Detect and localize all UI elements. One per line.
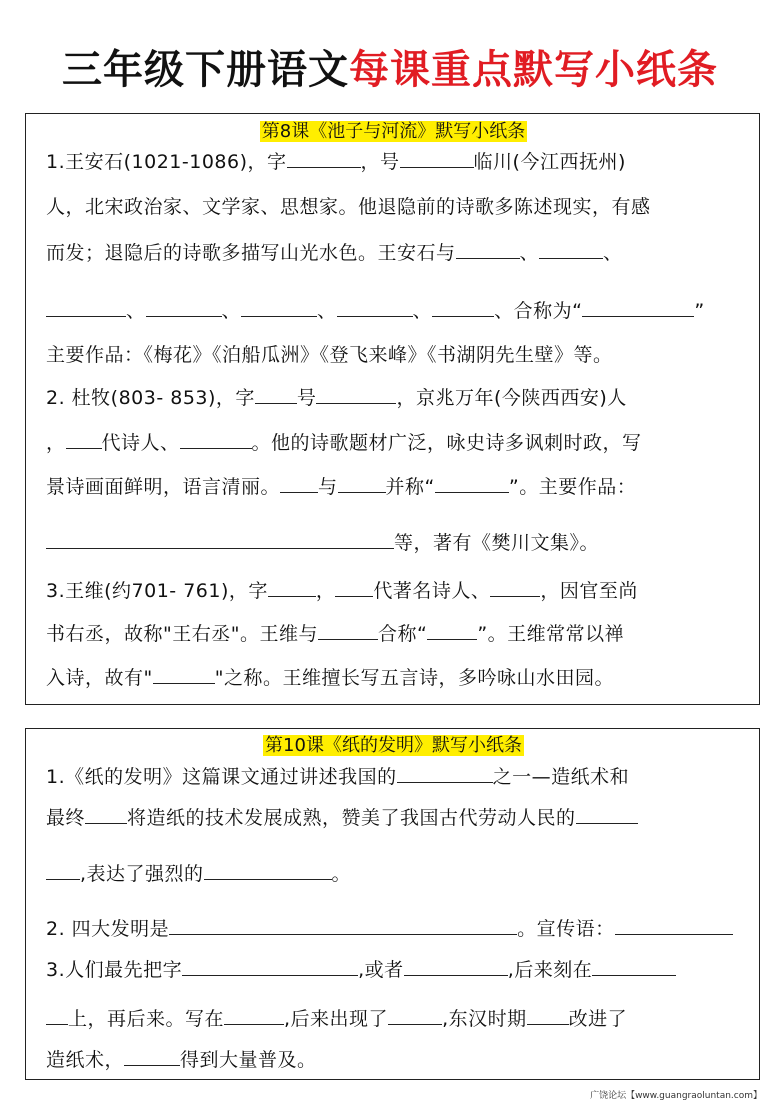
page-title <box>0 40 780 100</box>
lesson10-card <box>25 728 760 1080</box>
lesson8-header-text: 第8课《池子与河流》默写小纸条 <box>261 121 526 142</box>
blank[interactable] <box>146 297 222 317</box>
lesson10-line-1: 1.《纸的发明》这篇课文通过讲述我国的 之一—造纸术和 <box>46 763 629 791</box>
blank[interactable] <box>400 148 474 168</box>
blank[interactable] <box>85 804 127 824</box>
lesson8-line-11: 书右丞，故称"王右丞"。王维与 合称“ ”。王维常常以禅 <box>46 620 624 648</box>
blank[interactable] <box>615 915 733 935</box>
blank[interactable] <box>224 1005 284 1025</box>
blank[interactable] <box>388 1005 442 1025</box>
lesson8-line-5: 主要作品：《梅花》《泊船瓜洲》《登飞来峰》《书湖阴先生壁》等。 <box>46 344 613 366</box>
blank[interactable] <box>46 860 80 880</box>
blank[interactable] <box>182 956 358 976</box>
blank[interactable] <box>432 297 494 317</box>
lesson8-line-2: 人，北宋政治家、文学家、思想家。他退隐前的诗歌多陈述现实，有感 <box>46 196 651 218</box>
lesson8-line-10: 3.王维(约701- 761)，字 ， 代著名诗人、 ，因官至尚 <box>46 577 638 605</box>
lesson10-line-6: 上，再后来。写在 ,后来出现了 ,东汉时期 改进了 <box>46 1005 627 1033</box>
lesson10-line-7: 造纸术， 得到大量普及。 <box>46 1046 317 1074</box>
lesson10-line-2: 最终 将造纸的技术发展成熟，赞美了我国古代劳动人民的 <box>46 804 638 832</box>
blank[interactable] <box>318 620 378 640</box>
lesson8-line-3: 而发；退隐后的诗歌多描写山光水色。王安石与 、 、 <box>46 239 623 267</box>
lesson10-line-4: 2. 四大发明是 。宣传语： <box>46 915 733 943</box>
lesson8-header <box>26 120 761 144</box>
lesson10-line-5: 3.人们最先把字 ,或者 ,后来刻在 <box>46 956 676 984</box>
blank[interactable] <box>404 956 508 976</box>
blank[interactable] <box>268 577 316 597</box>
blank[interactable] <box>46 529 394 549</box>
blank[interactable] <box>316 384 396 404</box>
blank[interactable] <box>582 297 694 317</box>
lesson8-line-7: ， 代诗人、 。他的诗歌题材广泛，咏史诗多讽刺时政，写 <box>46 429 642 457</box>
lesson8-line-12: 入诗，故有" "之称。王维擅长写五言诗，多吟咏山水田园。 <box>46 664 614 692</box>
blank[interactable] <box>527 1005 569 1025</box>
lesson8-line-6: 2. 杜牧(803- 853)，字 号 ，京兆万年(今陕西西安)人 <box>46 384 627 412</box>
blank[interactable] <box>397 763 493 783</box>
blank[interactable] <box>204 860 332 880</box>
blank[interactable] <box>592 956 676 976</box>
blank[interactable] <box>456 239 520 259</box>
blank[interactable] <box>124 1046 180 1066</box>
lesson8-line-8: 景诗画面鲜明，语言清丽。 与 并称“ ”。主要作品： <box>46 473 636 501</box>
blank[interactable] <box>153 664 215 684</box>
blank[interactable] <box>427 620 477 640</box>
blank[interactable] <box>338 473 386 493</box>
blank[interactable] <box>46 297 126 317</box>
title-part-grade: 三年级下册语文 <box>62 47 349 93</box>
lesson10-header <box>26 734 761 758</box>
blank[interactable] <box>66 429 102 449</box>
blank[interactable] <box>255 384 297 404</box>
blank[interactable] <box>337 297 413 317</box>
lesson8-line-1: 1.王安石(1021-1086)，字 ，号 临川(今江西抚州) <box>46 148 626 176</box>
blank[interactable] <box>435 473 509 493</box>
blank[interactable] <box>539 239 603 259</box>
blank[interactable] <box>490 577 540 597</box>
blank[interactable] <box>180 429 252 449</box>
blank[interactable] <box>287 148 361 168</box>
footer-watermark: 广饶论坛【www.guangraoluntan.com】 <box>590 1091 762 1101</box>
blank[interactable] <box>280 473 318 493</box>
lesson8-line-9: 等，著有《樊川文集》。 <box>46 529 599 557</box>
lesson10-header-text: 第10课《纸的发明》默写小纸条 <box>265 735 522 756</box>
lesson8-card <box>25 113 760 705</box>
blank[interactable] <box>46 1005 68 1025</box>
lesson10-line-3: ,表达了强烈的 。 <box>46 860 351 888</box>
lesson8-line-4: 、 、 、 、 、合称为“ ” <box>46 297 705 325</box>
blank[interactable] <box>241 297 317 317</box>
blank[interactable] <box>576 804 638 824</box>
title-part-topic: 每课重点默写小纸条 <box>349 47 718 93</box>
blank[interactable] <box>335 577 373 597</box>
blank[interactable] <box>169 915 517 935</box>
